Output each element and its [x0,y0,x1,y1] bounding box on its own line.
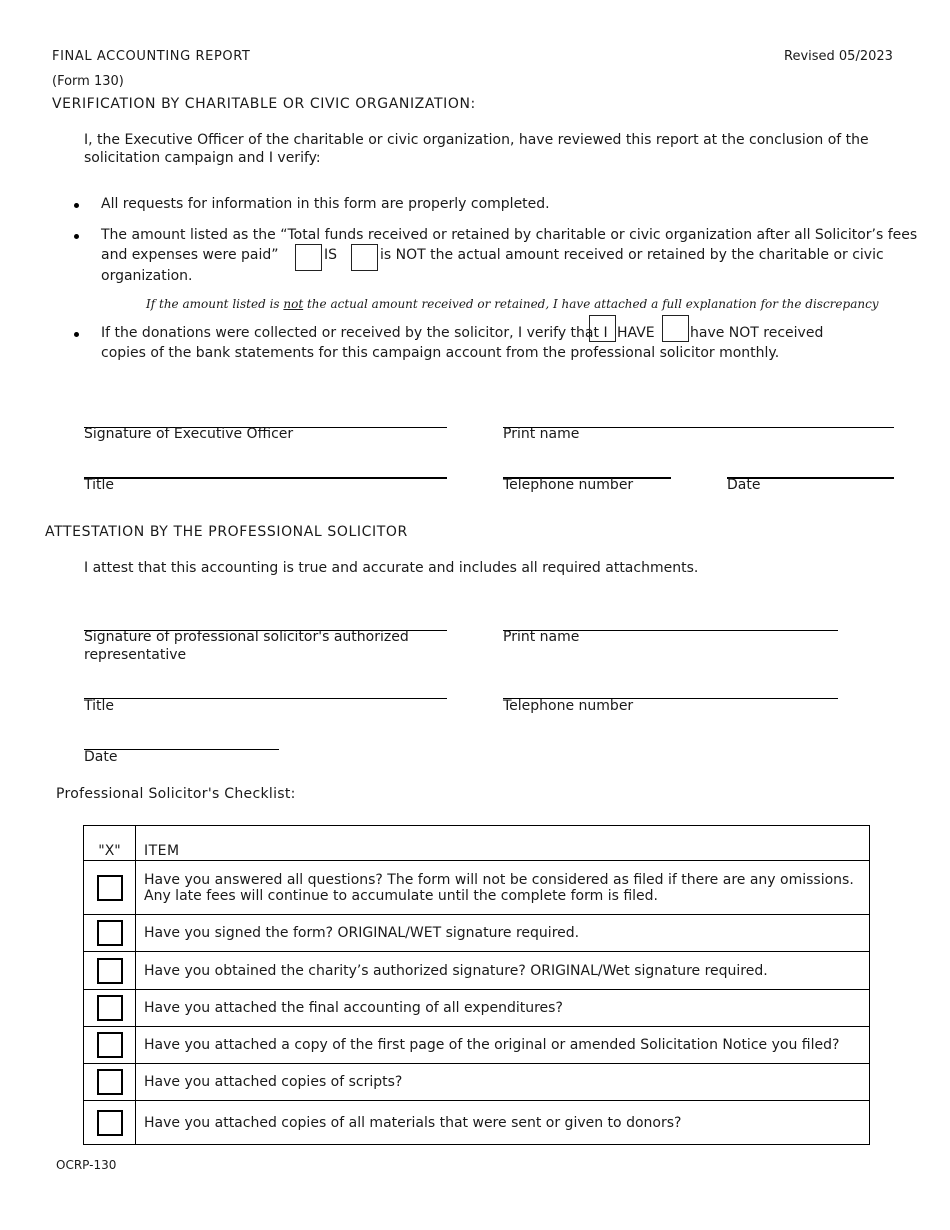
verify-bullet-2-line2a: and expenses were paid” [101,247,279,263]
officer-title-line[interactable] [84,477,447,479]
officer-phone-label: Telephone number [503,477,634,493]
checklist-checkbox[interactable] [97,875,123,901]
table-row [84,952,870,990]
checklist-header-row [84,826,870,861]
verify-bullet-3-line2: copies of the bank statements for this campaign account from the professional solicitor monthly. [101,345,780,361]
checklist-item: Have you answered all questions? The form will not be considered as filed if there are any omissions. Any late fees will continue to accumulate until the complete form is filed. [136,861,870,915]
attestation-statement: I attest that this accounting is true and accurate and includes all required attachments. [84,560,699,576]
verification-intro-line1: I, the Executive Officer of the charitable or civic organization, have reviewed this report at the conclusion of the [84,132,869,148]
solicitor-phone-label: Telephone number [503,698,634,714]
officer-print-name-label: Print name [503,426,580,442]
verify-bullet-2-line1: The amount listed as the “Total funds received or retained by charitable or civic organization after all Solicitor’s fees [101,227,918,243]
solicitor-title-label: Title [84,698,115,714]
revised-date: Revised 05/2023 [784,49,893,64]
checklist-checkbox[interactable] [97,995,123,1021]
bullet-dot [74,234,79,239]
table-row [84,990,870,1027]
column-header-x: "X" [84,826,136,861]
table-row [84,1064,870,1101]
solicitor-date-label: Date [84,749,118,765]
checklist-item: Have you attached the final accounting of all expenditures? [136,990,870,1027]
bullet-dot [74,332,79,337]
is-checkbox[interactable] [295,244,322,271]
attestation-heading: ATTESTATION BY THE PROFESSIONAL SOLICITOR [45,524,408,540]
is-not-checkbox[interactable] [351,244,378,271]
column-header-item: ITEM [136,826,870,861]
verify-bullet-1: All requests for information in this form are properly completed. [101,196,550,212]
officer-date-label: Date [727,477,761,493]
table-row [84,861,870,915]
solicitor-signature-label-line2: representative [84,647,187,663]
checklist-checkbox[interactable] [97,1032,123,1058]
checklist-item: Have you signed the form? ORIGINAL/WET signature required. [136,915,870,952]
form-number: (Form 130) [52,74,124,89]
discrepancy-note: If the amount listed is not the actual amount received or retained, I have attached a full explanation for the discrepancy [146,297,879,311]
verify-bullet-3-line1a: If the donations were collected or received by the solicitor, I verify that I [101,325,608,341]
checklist-checkbox[interactable] [97,920,123,946]
solicitor-print-name-label: Print name [503,629,580,645]
table-row [84,915,870,952]
checklist-item: Have you attached copies of scripts? [136,1064,870,1101]
checklist-checkbox[interactable] [97,958,123,984]
officer-title-label: Title [84,477,115,493]
have-checkbox[interactable] [589,315,616,342]
verify-bullet-2-line2b: is NOT the actual amount received or retained by the charitable or civic [380,247,884,263]
verification-heading: VERIFICATION BY CHARITABLE OR CIVIC ORGANIZATION: [52,96,476,112]
checklist-item: Have you obtained the charity’s authorized signature? ORIGINAL/Wet signature required. [136,952,870,990]
verify-bullet-3-line1b: have NOT received [690,325,824,341]
table-row [84,1101,870,1145]
solicitor-title-line[interactable] [84,698,447,699]
table-row [84,1027,870,1064]
verify-bullet-2-line3: organization. [101,268,193,284]
is-label: IS [324,247,338,263]
verification-intro-line2: solicitation campaign and I verify: [84,150,321,166]
bullet-dot [74,203,79,208]
checklist-heading: Professional Solicitor's Checklist: [56,786,296,802]
officer-signature-label: Signature of Executive Officer [84,426,294,442]
checklist-item: Have you attached copies of all materials that were sent or given to donors? [136,1101,870,1145]
solicitor-signature-label-line1: Signature of professional solicitor's authorized [84,629,409,645]
have-not-checkbox[interactable] [662,315,689,342]
footer-code: OCRP-130 [56,1158,117,1172]
checklist-checkbox[interactable] [97,1110,123,1136]
have-label: HAVE [617,325,655,341]
checklist-item: Have you attached a copy of the first page of the original or amended Solicitation Notice you filed? [136,1027,870,1064]
form-title: FINAL ACCOUNTING REPORT [52,49,251,64]
checklist-checkbox[interactable] [97,1069,123,1095]
checklist-table [83,825,870,1145]
